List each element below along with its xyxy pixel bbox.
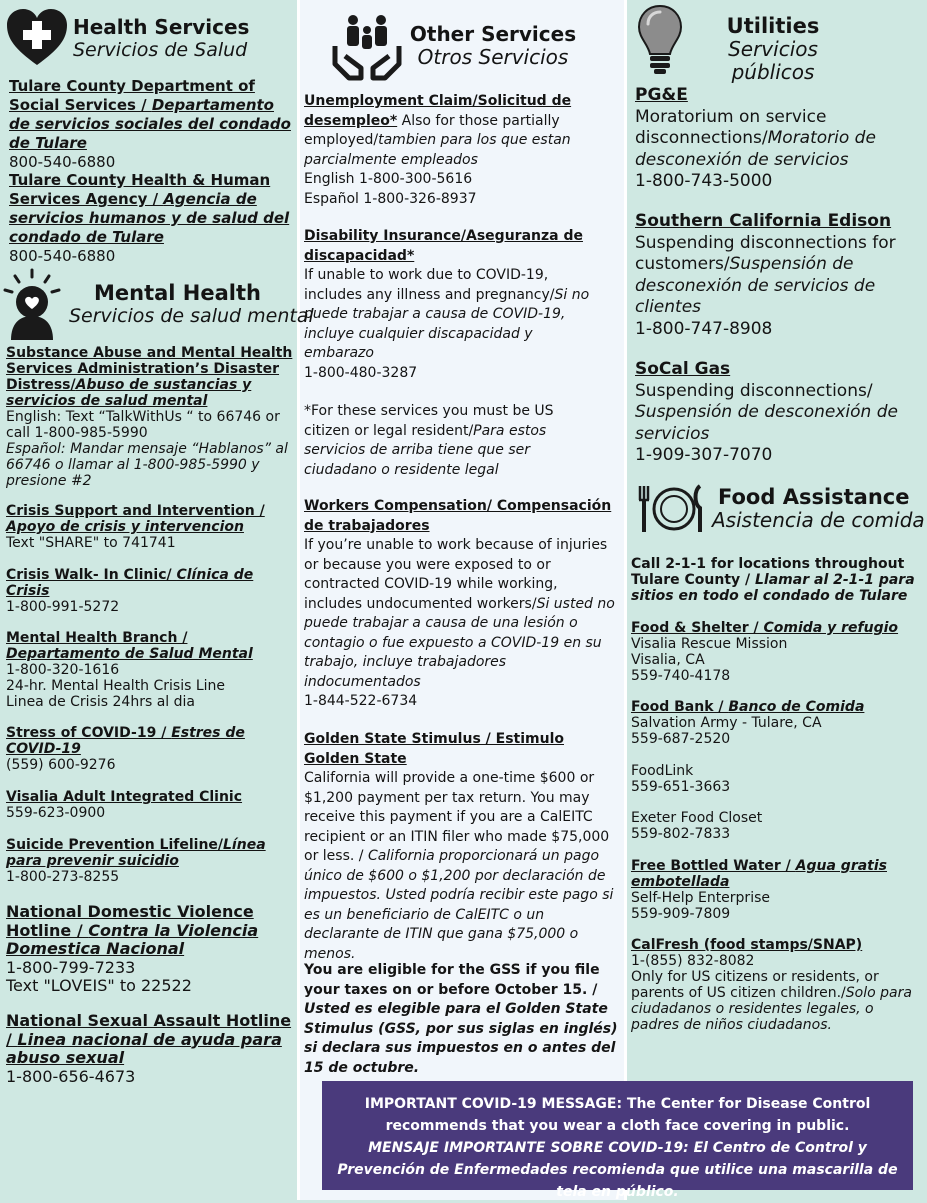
banner-text-es: MENSAJE IMPORTANTE SOBRE COVID-19: El Centro de Control y Prevención de Enfermedades recomienda que utilice una mascarilla de tela en público. [337, 1140, 898, 1200]
other-note [304, 402, 594, 480]
city: Visalia, CA [631, 652, 705, 668]
phone: 559-623-0900 [6, 805, 106, 821]
phone: Español 1-800-326-8937 [304, 190, 477, 207]
org: FoodLink [631, 763, 694, 779]
item-name-es: Departamento de Salud Mental [6, 646, 253, 662]
mental-item-dv [6, 903, 295, 996]
item-text-es: Español: Mandar mensaje “Hablanos” al 66746 o llamar al 1-800-985-5990 y presione #2 [6, 441, 288, 489]
item-text-es: Para estos servicios de arriba tiene que ser ciudadano o residente legal [304, 422, 547, 478]
item-name: Stress of COVID-19 / [6, 725, 172, 741]
item-text: Text "SHARE" to 741741 [6, 535, 176, 551]
item-name-es: Agua gratis embotellada [631, 858, 887, 890]
banner-text: IMPORTANT COVID-19 MESSAGE: The Center for Disease Control recommends that you wear a cloth face covering in public. [364, 1096, 871, 1134]
other-item-workers [304, 497, 620, 712]
phone: 1-800-480-3287 [304, 364, 418, 381]
section-title: Food Assistance [718, 485, 910, 509]
item-text-es: tambien para los que estan parcialmente empleados [304, 132, 571, 168]
food-item-shelter [631, 620, 921, 684]
item-text: Suspending disconnections for customers/ [635, 232, 896, 274]
phone: 1-(855) 832-8082 [631, 953, 755, 969]
health-header [73, 16, 249, 62]
item-text: English: Text “TalkWithUs “ to 66746 or call 1-800-985-5990 [6, 409, 280, 441]
item-text-es: Llamar al 2-1-1 para sitios en todo el condado de Tulare [631, 572, 915, 604]
phone: 1-800-747-8908 [635, 318, 773, 339]
section-title: Health Services [73, 15, 250, 39]
item-text: If you’re unable to work because of injuries or because you were exposed to or contracted COVID-19 while working, includes undocumented workers/ [304, 537, 608, 612]
item-name: Workers Compensation/ Compensación de trabajadores [304, 498, 612, 534]
item-text-es: California proporcionará un pago único de $600 o $1,200 por declaración de impuestos. Usted podría recibir este pago si es un beneficiario de CalEITC o un declarante de ITIN que gana $75,000 o menos. [304, 848, 614, 962]
section-subtitle: Servicios de Salud [73, 39, 248, 61]
item-name: Visalia Adult Integrated Clinic [6, 789, 243, 805]
plate-utensils-icon [634, 484, 708, 534]
item-name: Mental Health Branch / [6, 630, 188, 646]
item-name: SoCal Gas [635, 359, 731, 379]
item-name: Suicide Prevention Lifeline/ [6, 837, 224, 853]
item-name: PG&E [635, 85, 688, 105]
lightbulb-icon [636, 4, 684, 76]
item-text: *For these services you must be US citizen or legal resident/ [304, 403, 554, 439]
item-text-es: Suspensión de desconexión de servicios [635, 402, 898, 444]
other-item-disability [304, 227, 604, 383]
section-title: Other Services [409, 22, 577, 46]
food-intro [631, 556, 921, 604]
phone: 1-844-522-6734 [304, 693, 418, 709]
item-text-es: Solo para ciudadanos o residentes legales, o padres de niños ciudadanos. [631, 985, 912, 1033]
item-text: Moratorium on service disconnections/ [635, 106, 827, 148]
health-item [9, 171, 293, 266]
org: Visalia Rescue Mission [631, 636, 788, 652]
item-name-es: Departamento de servicios sociales del condado de Tulare [9, 96, 291, 152]
item-name: Crisis Walk- In Clinic/ [6, 567, 177, 583]
item-name: Food Bank / [631, 699, 729, 715]
section-subtitle: Servicios públicos [728, 37, 818, 84]
mental-item-samhsa [6, 345, 295, 489]
food-item-calfresh [631, 937, 921, 1033]
phone: 1-800-799-7233 [6, 957, 136, 977]
mental-item-suicide [6, 837, 271, 885]
item-name: National Domestic Violence Hotline / [6, 902, 254, 940]
phone: 559-802-7833 [631, 826, 731, 842]
item-name-es: Clínica de Crisis [6, 567, 254, 599]
org: Salvation Army - Tulare, CA [631, 715, 822, 731]
other-item-gss [304, 730, 620, 964]
item-text-es: Usted es elegible para el Golden State Stimulus (GSS, por sus siglas en inglés) si declara sus impuestos en o antes del 15 de octubre. [304, 1001, 618, 1076]
org: Self-Help Enterprise [631, 890, 770, 906]
phone: 1-800-991-5272 [6, 599, 120, 615]
food-item-foodlink [631, 763, 921, 795]
divider [297, 0, 300, 1200]
item-name: Golden State Stimulus / Estimulo Golden State [304, 731, 564, 767]
mental-item-crisis-support [6, 503, 295, 551]
heart-cross-icon [5, 7, 69, 67]
item-name: Disability Insurance/Aseguranza de discapacidad* [304, 228, 583, 264]
item-text: Call 2-1-1 for locations throughout Tulare County / [631, 556, 905, 588]
family-hands-icon [331, 12, 403, 84]
section-subtitle: Servicios de salud mental [69, 305, 314, 327]
section-title: Mental Health [94, 281, 261, 305]
phone: 1-909-307-7070 [635, 445, 773, 465]
item-text-es: Si usted no puede trabajar a causa de una lesión o contagio o fue expuesto a COVID-19 en su trabajo, incluye trabajadores indocumentados [304, 595, 615, 690]
item-name-es: Línea para prevenir suicidio [6, 837, 266, 869]
other-eligible [304, 961, 620, 1078]
item-name: Tulare County Health & Human Services Agency / [9, 171, 271, 208]
other-header [408, 23, 578, 69]
item-text: Text "LOVEIS" to 22522 [6, 976, 192, 995]
mental-item-stress [6, 725, 295, 773]
utilities-header [688, 15, 858, 84]
section-subtitle: Asistencia de comida [712, 508, 925, 532]
item-text: Linea de Crisis 24hrs al dia [6, 694, 195, 710]
item-name: Southern California Edison [635, 211, 892, 231]
phone: English 1-800-300-5616 [304, 171, 473, 187]
item-name-es: Contra la Violencia Domestica Nacional [6, 920, 259, 958]
item-name-es: Comida y refugio [763, 620, 899, 636]
utility-item [635, 359, 920, 467]
item-text-es: Suspensión de desconexión de servicios de clientes [635, 254, 876, 317]
item-text: If unable to work due to COVID-19, includes any illness and pregnancy/ [304, 267, 555, 303]
item-text: You are eligible for the GSS if you file your taxes on or before October 15. / [304, 962, 600, 998]
item-name-es: Apoyo de crisis y intervencion [6, 519, 244, 535]
utility-item [635, 211, 920, 340]
phone: 559-909-7809 [631, 906, 731, 922]
head-heart-icon [3, 268, 61, 340]
item-text: 24-hr. Mental Health Crisis Line [6, 678, 226, 694]
mental-item-walkin [6, 567, 256, 615]
phone: (559) 600-9276 [6, 757, 116, 773]
other-item-unemployment [304, 92, 619, 209]
item-text: Suspending disconnections/ [635, 380, 873, 401]
mental-header [69, 282, 314, 328]
item-name-es: Abuso de sustancias y servicios de salud mental [6, 377, 252, 409]
item-text: Also for those partially employed/ [304, 112, 560, 148]
item-name: Unemployment Claim/Solicitud de desempleo* [304, 93, 572, 129]
item-name: Tulare County Department of Social Services / [9, 77, 255, 114]
phone: 1-800-320-1616 [6, 662, 120, 678]
covid-banner [322, 1081, 913, 1200]
item-name-es: Agencia de servicios humanos y de salud del condado de Tulare [9, 190, 290, 246]
phone: 800-540-6880 [9, 153, 116, 171]
phone: 559-740-4178 [631, 668, 731, 684]
health-item [9, 77, 293, 172]
food-item-bank [631, 699, 921, 747]
item-name: CalFresh (food stamps/SNAP) [631, 937, 863, 953]
phone: 1-800-743-5000 [635, 171, 773, 191]
divider [624, 0, 627, 1200]
org: Exeter Food Closet [631, 810, 763, 826]
food-item-exeter [631, 810, 921, 842]
item-text-es: Si no puede trabajar a causa de COVID-19, incluye cualquier discapacidad y embarazo [304, 286, 590, 361]
mental-item-branch [6, 630, 295, 710]
item-name-es: Estres de COVID-19 [6, 725, 245, 757]
mental-item-visalia [6, 789, 295, 821]
food-header [712, 486, 925, 532]
food-item-water [631, 858, 891, 922]
item-name-es: Banco de Comida [728, 699, 865, 715]
item-name: Crisis Support and Intervention / [6, 503, 265, 519]
mental-item-sa [6, 1012, 295, 1086]
item-name: Free Bottled Water / [631, 858, 796, 874]
item-name: Substance Abuse and Mental Health Services Administration’s Disaster Distress/ [6, 345, 293, 393]
phone: 559-687-2520 [631, 731, 731, 747]
phone: 1-800-273-8255 [6, 869, 120, 885]
utility-item [635, 85, 920, 193]
item-name: Food & Shelter / [631, 620, 764, 636]
phone: 559-651-3663 [631, 779, 731, 795]
section-title: Utilities [726, 14, 820, 38]
phone: 1-800-656-4673 [6, 1066, 136, 1086]
phone: 800-540-6880 [9, 247, 116, 265]
item-name-es: Linea nacional de ayuda para abuso sexual [6, 1029, 282, 1067]
item-name: National Sexual Assault Hotline / [6, 1011, 292, 1049]
item-text: Only for US citizens or residents, or parents of US citizen children./ [631, 969, 879, 1001]
item-text: California will provide a one-time $600 or $1,200 payment per tax return. You may receive this payment if you are a CalEITC recipient or an ITIN filer who made $75,000 or less. / [304, 770, 610, 864]
section-subtitle: Otros Servicios [417, 45, 569, 69]
item-text-es: Moratorio de desconexión de servicios [635, 128, 876, 170]
